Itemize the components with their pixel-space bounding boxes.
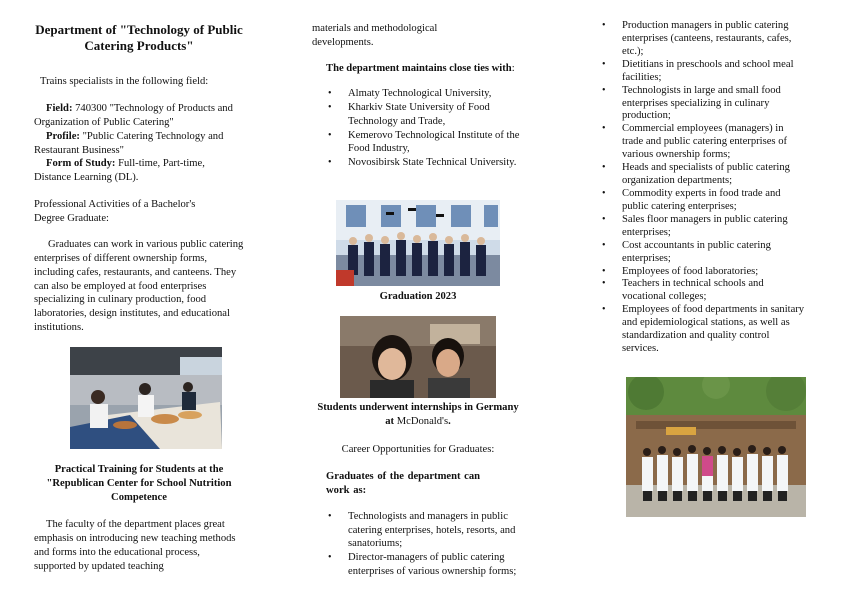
- partner-universities-list: [312, 87, 524, 170]
- list-item: • Technologists in large and small food enterprises specializing in culinary production;: [600, 85, 806, 124]
- graduation-caption: Graduation 2023: [379, 291, 457, 302]
- column-1-lower: [34, 463, 244, 573]
- activities-heading: Professional Activities of a Bachelor's Degree Graduate:: [34, 198, 196, 224]
- graduation-photo: [336, 200, 500, 286]
- column-2: [312, 0, 524, 170]
- column-1: [34, 0, 244, 335]
- materials-continuation: materials and methodological developments.: [312, 23, 438, 48]
- profile-value: "Public Catering Technology and Restaurant Business": [34, 130, 224, 156]
- practical-training-photo: [70, 347, 222, 449]
- form-line: [34, 157, 244, 185]
- internship-photo: [340, 316, 496, 398]
- group-photo: [626, 377, 806, 517]
- field-line: [34, 102, 244, 130]
- faculty-paragraph: The faculty of the department places great emphasis on introducing new teaching methods and forms into the educational process, supported by updated teaching: [34, 519, 236, 572]
- career-list: [600, 20, 806, 356]
- field-value: 740300 "Technology of Products and Organization of Public Catering": [34, 103, 233, 129]
- list-item: • Sales floor managers in public catering enterprises;: [600, 214, 806, 240]
- graduation-caption-wrap: [312, 290, 524, 304]
- list-item: • Production managers in public catering enterprises (canteens, restaurants, cafes, etc.);: [600, 20, 806, 59]
- internship-caption-period: .: [448, 415, 451, 427]
- field-label: Field:: [46, 103, 73, 115]
- list-item: • Employees of food laboratories;: [600, 266, 806, 279]
- list-item: • Kharkiv State University of Food Technology and Trade,: [326, 101, 524, 129]
- list-item: • Employees of food departments in sanitary and epidemiological stations, as well as standardization and quality control services.: [600, 304, 806, 356]
- column-3: [600, 0, 806, 356]
- work-list: [312, 510, 524, 579]
- list-item: • Teachers in technical schools and vocational colleges;: [600, 278, 806, 304]
- list-item: • Dietitians in preschools and school meal facilities;: [600, 59, 806, 85]
- list-item: • Director-managers of public catering enterprises of various ownership forms;: [326, 551, 524, 579]
- practical-training-caption: Practical Training for Students at the "Republican Center for School Nutrition Competence: [46, 464, 232, 503]
- page-title: Department of "Technology of Public Catering Products": [35, 22, 243, 54]
- list-item: • Commodity experts in food trade and public catering enterprises;: [600, 188, 806, 214]
- list-item: • Technologists and managers in public catering enterprises, hotels, resorts, and sanatoriums;: [326, 510, 524, 551]
- graduates-paragraph: Graduates can work in various public catering enterprises of different ownership forms, including cafes, restaurants, and canteens. They can also be employed at food enterprises specializing in culinary production, food laboratories, design institutes, and educational institutions.: [34, 239, 244, 333]
- ties-heading-text: The department maintains close ties with: [326, 62, 512, 74]
- ties-heading: [312, 62, 524, 76]
- profile-label: Profile:: [46, 130, 80, 142]
- form-value: Full-time, Part-time, Distance Learning (DL).: [34, 158, 205, 184]
- trains-intro: Trains specialists in the following field:: [40, 75, 209, 87]
- internship-caption-company: McDonald's: [394, 415, 449, 427]
- column-2-lower: [312, 401, 524, 579]
- list-item: • Heads and specialists of public catering organization departments;: [600, 162, 806, 188]
- list-item: • Almaty Technological University,: [326, 87, 524, 101]
- internship-caption: [312, 401, 524, 429]
- list-item: • Commercial employees (managers) in trade and public catering enterprises of various ownership forms;: [600, 123, 806, 162]
- ties-heading-colon: :: [511, 62, 515, 74]
- list-item: • Novosibirsk State Technical University.: [326, 156, 524, 170]
- form-label: Form of Study:: [46, 158, 116, 170]
- internship-caption-bold: Students underwent internships in Germany at: [317, 402, 519, 427]
- career-heading: Career Opportunities for Graduates:: [341, 443, 495, 455]
- list-item: • Cost accountants in public catering enterprises;: [600, 240, 806, 266]
- work-heading: Graduates of the department can work as:: [326, 471, 481, 497]
- list-item: • Kemerovo Technological Institute of the Food Industry,: [326, 129, 524, 157]
- profile-line: [34, 130, 244, 158]
